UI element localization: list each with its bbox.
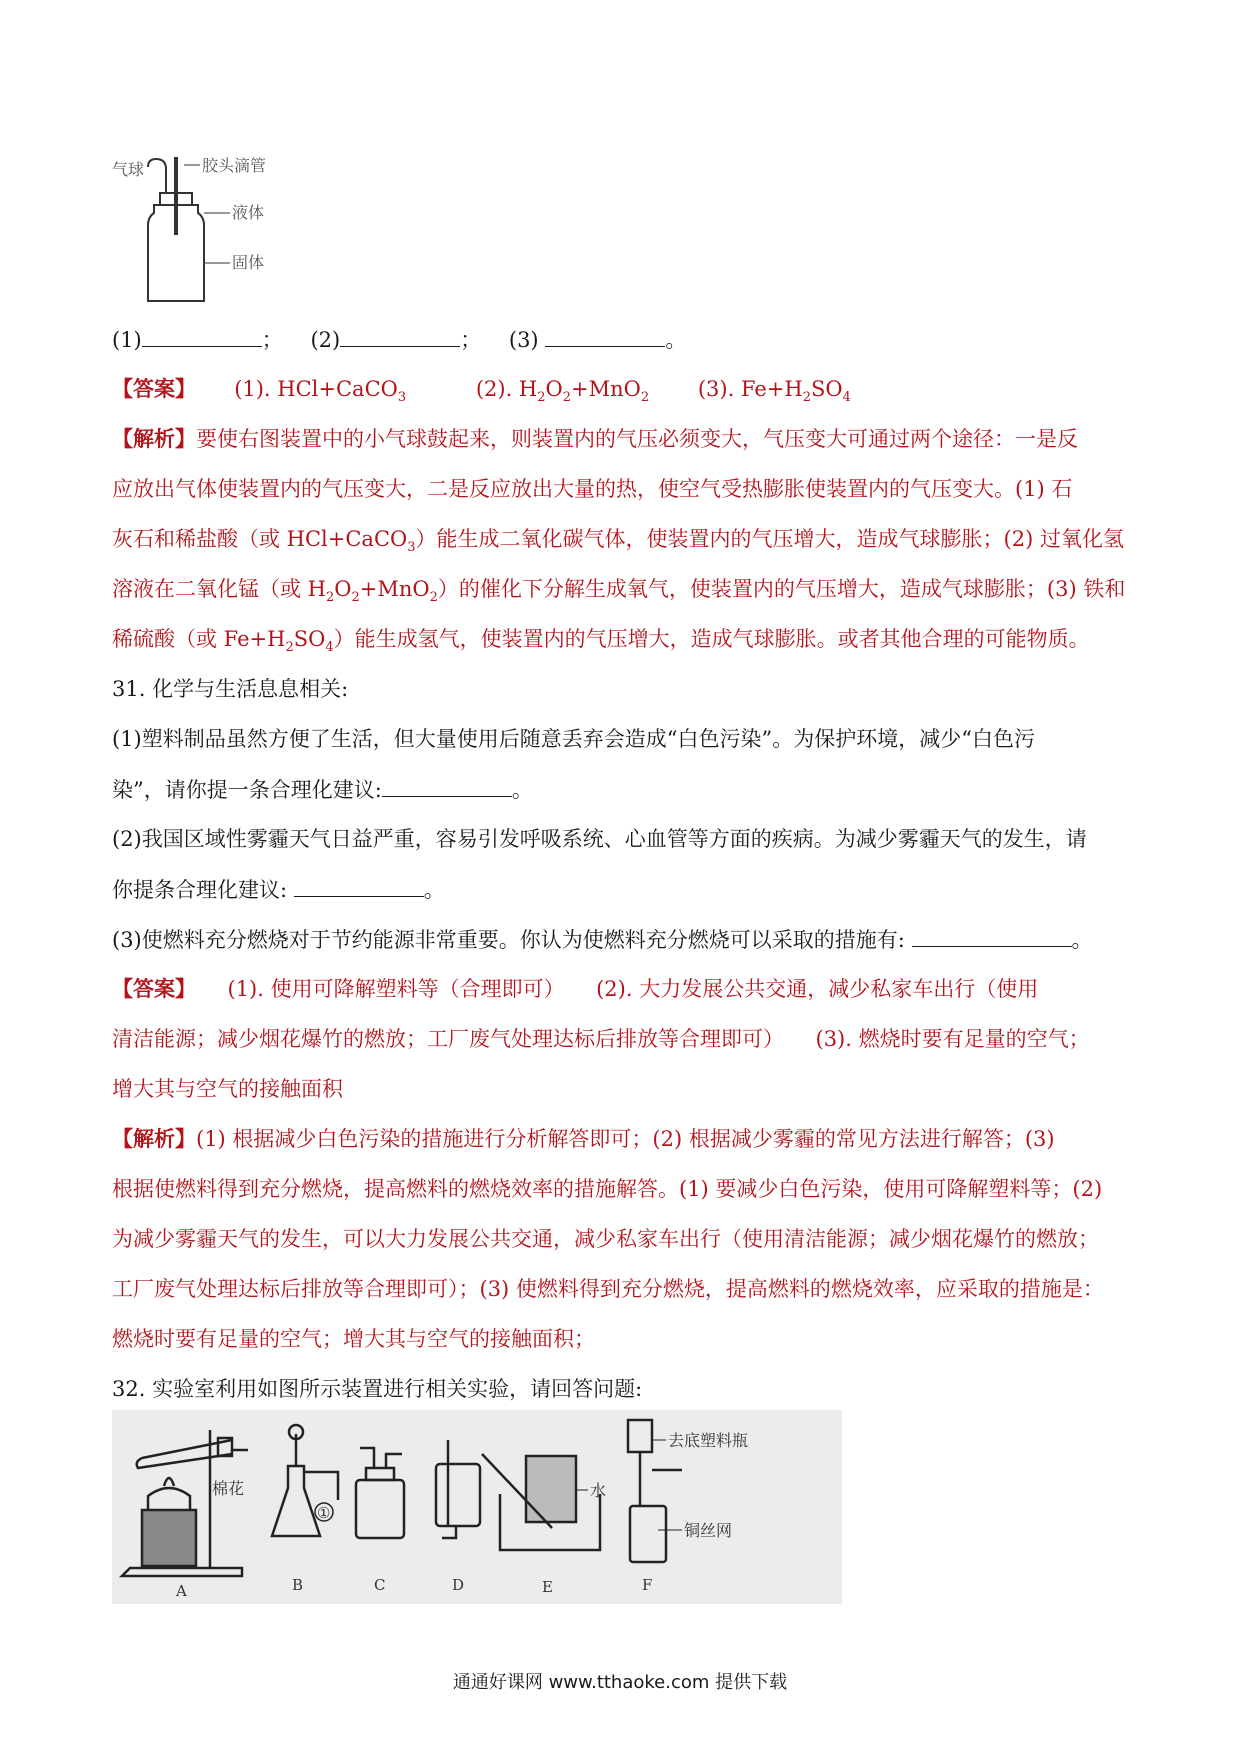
q32-title: 32. 实验室利用如图所示装置进行相关实验，请回答问题: bbox=[112, 1377, 643, 1401]
liquid-label: 液体 bbox=[232, 203, 265, 222]
q30-answer: 【答案】 (1). HCl+CaCO$_3$ (2). $H_2O_2+MnO_2$ (3). $Fe+H_2SO_4$ bbox=[112, 376, 851, 406]
balloon-apparatus-figure bbox=[112, 155, 272, 305]
label-F: F bbox=[642, 1576, 653, 1594]
q30-blanks: (1) ； (2) ； (3) 。 bbox=[112, 324, 1128, 355]
bottomless-bottle-label: 去底塑料瓶 bbox=[668, 1431, 749, 1450]
q31-analysis-line1: 【解析】(1) 根据减少白色污染的措施进行分析解答即可；(2) 根据减少雾霾的常见方法进行解答；(3) bbox=[112, 1126, 1055, 1151]
solid-label: 固体 bbox=[232, 253, 265, 272]
q31-p1-line1: (1)塑料制品虽然方便了生活，但大量使用后随意丢弃会造成“白色污染”。为保护环境，减少“白色污 bbox=[112, 727, 1035, 751]
footer: 通通好课网 www.tthaoke.com 提供下载 bbox=[452, 1672, 788, 1693]
q31-analysis-line3: 为减少雾霾天气的发生，可以大力发展公共交通，减少私家车出行（使用清洁能源；减少烟花爆竹的燃放； bbox=[112, 1227, 1099, 1251]
q30-analysis-line1: 【解析】要使右图装置中的小气球鼓起来，则装置内的气压必须变大，气压变大可通过两个途径：一是反 bbox=[112, 426, 1078, 451]
q31-answer-line2: 清洁能源；减少烟花爆竹的燃放；工厂废气处理达标后排放等合理即可） (3). 燃烧时要有足量的空气； bbox=[112, 1027, 1090, 1051]
q30-analysis-line4: 溶液在二氧化锰（或 $H_2O_2+MnO_2$）的催化下分解生成氧气，使装置内的气压增大，造成气球膨胀；(3) 铁和 bbox=[112, 577, 1126, 606]
q31-p3: (3)使燃料充分燃烧对于节约能源非常重要。你认为使燃料充分燃烧可以采取的措施有: 。 bbox=[112, 924, 1128, 955]
q30-analysis-line5: 稀硫酸（或 $Fe+H_2SO_4$）能生成氢气，使装置内的气压增大，造成气球膨胀。或者其他合理的可能物质。 bbox=[112, 627, 1090, 656]
lab-apparatus-figure bbox=[112, 1410, 842, 1604]
q31-analysis-line4: 工厂废气处理达标后排放等合理即可）；(3) 使燃料得到充分燃烧，提高燃料的燃烧效率，应采取的措施是： bbox=[112, 1277, 1104, 1301]
copper-mesh-label: 铜丝网 bbox=[684, 1521, 733, 1540]
q30-blank-3[interactable] bbox=[545, 324, 665, 347]
label-C: C bbox=[374, 1576, 386, 1594]
cotton-label: 棉花 bbox=[212, 1479, 245, 1498]
q31-analysis-line2: 根据使燃料得到充分燃烧，提高燃料的燃烧效率的措施解答。(1) 要减少白色污染，使用可降解塑料等；(2) bbox=[112, 1177, 1103, 1201]
q31-p2-line1: (2)我国区域性雾霾天气日益严重，容易引发呼吸系统、心血管等方面的疾病。为减少雾霾天气的发生，请 bbox=[112, 827, 1087, 851]
label-A: A bbox=[176, 1582, 187, 1600]
q30-blank-1[interactable] bbox=[142, 324, 262, 347]
q30-analysis-line3: 灰石和稀盐酸（或 HCl+CaCO$_3$）能生成二氧化碳气体，使装置内的气压增大，造成气球膨胀；(2) 过氧化氢 bbox=[112, 527, 1124, 556]
balloon-label: 气球 bbox=[112, 160, 145, 179]
q31-answer-line1: 【答案】 (1). 使用可降解塑料等（合理即可） (2). 大力发展公共交通，减少私家车出行（使用 bbox=[112, 976, 1039, 1001]
dropper-label: 胶头滴管 bbox=[202, 156, 267, 175]
q31-blank-1[interactable] bbox=[382, 774, 512, 797]
q30-analysis-line2: 应放出气体使装置内的气压变大，二是反应放出大量的热，使空气受热膨胀使装置内的气压变大。(1) 石 bbox=[112, 477, 1073, 501]
q31-p2-line2: 你提条合理化建议: 。 bbox=[112, 874, 1128, 905]
label-B: B bbox=[292, 1576, 304, 1594]
q31-blank-2[interactable] bbox=[294, 874, 424, 897]
q31-analysis-line5: 燃烧时要有足量的空气；增大其与空气的接触面积； bbox=[112, 1327, 595, 1351]
q31-p1-line2: 染”，请你提一条合理化建议: 。 bbox=[112, 774, 1128, 805]
circle1-label: ① bbox=[317, 1504, 331, 1522]
label-D: D bbox=[452, 1576, 465, 1594]
q30-blank-2[interactable] bbox=[340, 324, 460, 347]
q31-answer-line3: 增大其与空气的接触面积 bbox=[112, 1077, 343, 1101]
q31-blank-3[interactable] bbox=[912, 924, 1072, 947]
label-E: E bbox=[542, 1578, 553, 1596]
q31-title: 31. 化学与生活息息相关: bbox=[112, 677, 349, 701]
water-label: 水 bbox=[590, 1481, 607, 1500]
